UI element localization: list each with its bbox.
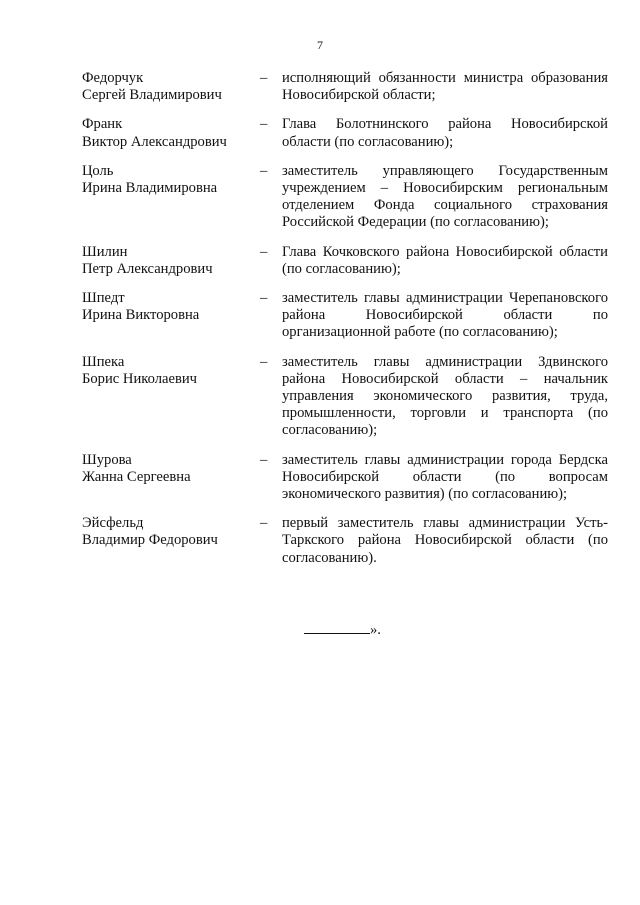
member-given-names: Владимир Федорович (82, 532, 218, 549)
member-position: первый заместитель главы администрации Усть-Таркского района Новосибирской области (по согласованию). (282, 515, 608, 566)
member-surname: Шпедт (82, 290, 125, 307)
member-position: исполняющий обязанности министра образования Новосибирской области; (282, 70, 608, 104)
dash: – (260, 116, 268, 133)
member-name (82, 70, 260, 104)
member-name (82, 163, 260, 197)
member-name (82, 116, 260, 150)
member-name (82, 354, 260, 388)
member-given-names: Сергей Владимирович (82, 87, 222, 104)
members-list (82, 70, 608, 567)
list-item (82, 70, 608, 104)
member-position: заместитель главы администрации города Бердска Новосибирской области (по вопросам экономического развития) (по согласованию); (282, 451, 608, 503)
signature-underline (304, 621, 370, 634)
page-number: 7 (317, 38, 323, 52)
list-item (82, 116, 608, 150)
member-surname: Цоль (82, 162, 114, 179)
member-surname: Шилин (82, 243, 128, 260)
member-given-names: Ирина Викторовна (82, 307, 200, 324)
list-item (82, 163, 608, 232)
list-item (82, 244, 608, 278)
member-position: заместитель главы администрации Черепановского района Новосибирской области по организационной работе (по согласованию); (282, 290, 608, 341)
member-name (82, 290, 260, 324)
list-item (82, 515, 608, 567)
member-surname: Шпека (82, 353, 125, 370)
closing-line (304, 621, 381, 639)
member-name (82, 244, 260, 278)
closing-quote-mark: ». (370, 622, 381, 638)
member-surname: Франк (82, 116, 123, 133)
member-surname: Федорчук (82, 70, 144, 86)
dash: – (260, 243, 268, 260)
member-given-names: Борис Николаевич (82, 370, 197, 387)
member-surname: Эйсфельд (82, 515, 144, 532)
member-given-names: Жанна Сергеевна (82, 468, 191, 485)
list-item (82, 452, 608, 504)
member-position: Глава Кочковского района Новосибирской области (по согласованию); (282, 243, 608, 277)
dash: – (260, 515, 268, 532)
member-position: Глава Болотнинского района Новосибирской области (по согласованию); (282, 116, 608, 150)
member-given-names: Ирина Владимировна (82, 180, 218, 197)
member-surname: Шурова (82, 451, 132, 468)
dash: – (260, 70, 268, 86)
list-item (82, 290, 608, 342)
dash: – (260, 162, 268, 179)
list-item (82, 354, 608, 440)
member-given-names: Виктор Александрович (82, 133, 227, 150)
member-given-names: Петр Александрович (82, 260, 213, 277)
dash: – (260, 451, 268, 468)
member-name (82, 515, 260, 549)
member-name (82, 452, 260, 486)
dash: – (260, 353, 268, 370)
member-position: заместитель главы администрации Здвинского района Новосибирской области – начальник управления экономического развития, труда, промышленности, торговли и транспорта (по согласованию); (282, 353, 608, 439)
dash: – (260, 290, 268, 307)
member-position: заместитель управляющего Государственным учреждением – Новосибирским региональным отделением Фонда социального страхования Российской Федерации (по согласованию); (282, 162, 608, 231)
